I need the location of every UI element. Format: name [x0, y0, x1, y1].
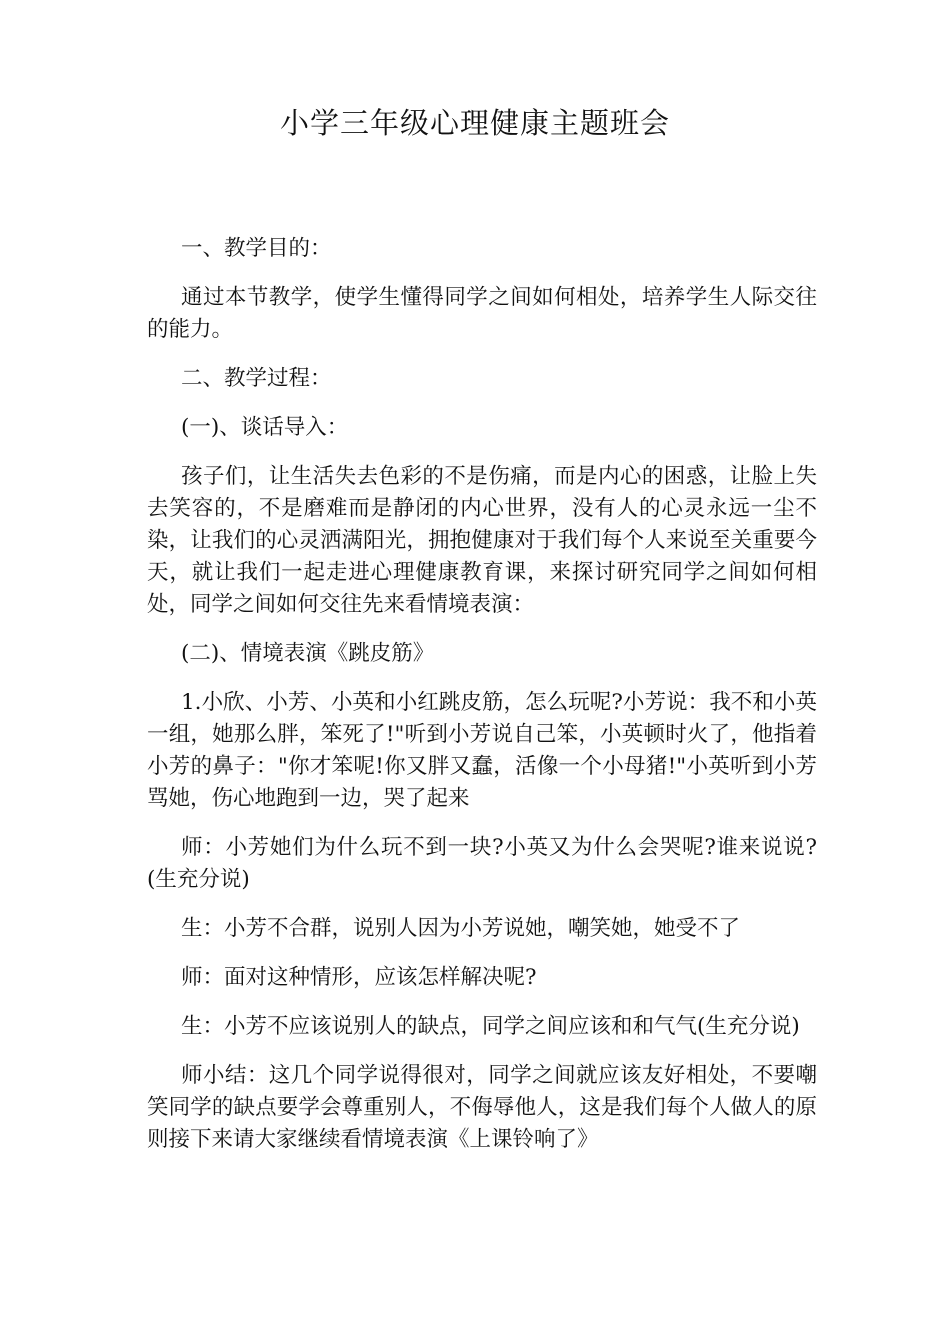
intro-paragraph: 孩子们，让生活失去色彩的不是伤痛，而是内心的困惑，让脸上失去笑容的，不是磨难而是静闭的内心世界，没有人的心灵永远一尘不染，让我们的心灵洒满阳光，拥抱健康对于我们每个人来说至关重要今天，就让我们一起走进心理健康教育课，来探讨研究同学之间如何相处，同学之间如何交往先来看情境表演： — [147, 464, 817, 617]
objective-paragraph: 通过本节教学，使学生懂得同学之间如何相处，培养学生人际交往的能力。 — [147, 285, 817, 342]
section-heading-process: 二、教学过程： — [181, 366, 332, 391]
section-heading-objective: 一、教学目的： — [181, 236, 332, 261]
dialogue-teacher-followup: 师：面对这种情形，应该怎样解决呢? — [181, 965, 537, 990]
document-body — [147, 233, 817, 1173]
dialogue-student-answer: 生：小芳不合群，说别人因为小芳说她，嘲笑她，她受不了 — [181, 916, 741, 941]
dialogue-student-solution: 生：小芳不应该说别人的缺点，同学之间应该和和气气(生充分说) — [181, 1014, 800, 1039]
teacher-summary-paragraph: 师小结：这几个同学说得很对，同学之间就应该友好相处，不要嘲笑同学的缺点要学会尊重别人，不侮辱他人，这是我们每个人做人的原则接下来请大家继续看情境表演《上课铃响了》 — [147, 1063, 817, 1152]
subsection-heading-scenario: (二)、情境表演《跳皮筋》 — [181, 641, 435, 666]
page-title: 小学三年级心理健康主题班会 — [279, 106, 670, 140]
scenario-paragraph: 1.小欣、小芳、小英和小红跳皮筋，怎么玩呢?小芳说：我不和小英一组，她那么胖，笨死了!"听到小芳说自己笨，小英顿时火了，他指着小芳的鼻子："你才笨呢!你又胖又蠢，活像一个小母猪!"小英听到小芳骂她，伤心地跑到一边，哭了起来 — [147, 690, 817, 811]
dialogue-teacher-question: 师：小芳她们为什么玩不到一块?小英又为什么会哭呢?谁来说说?(生充分说) — [147, 835, 817, 892]
subsection-heading-intro: (一)、谈话导入： — [181, 415, 349, 440]
